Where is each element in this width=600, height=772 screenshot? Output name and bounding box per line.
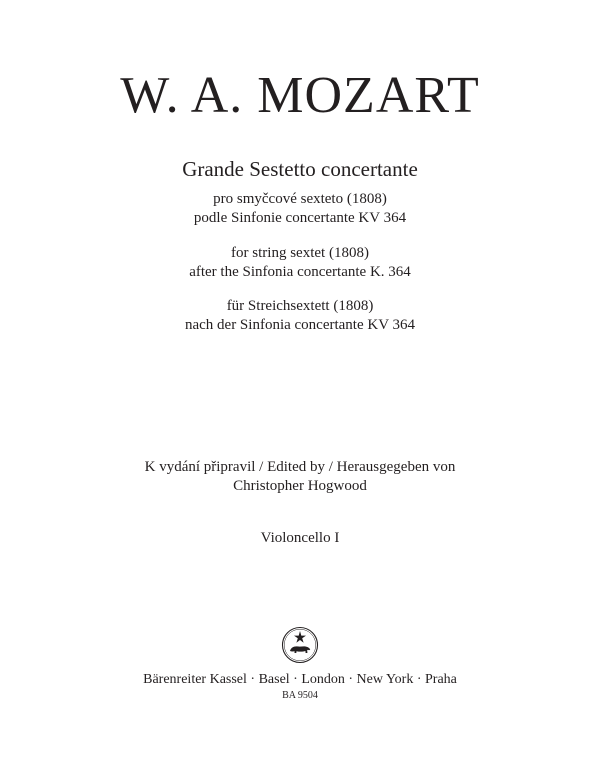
subtitle-german-line-1: für Streichsextett (1808) (226, 298, 374, 314)
publisher-cities: Bärenreiter Kassel · Basel · London · New York · Praha (143, 672, 457, 687)
subtitle-czech-line-1: pro smyčcové sexteto (1808) (213, 191, 387, 207)
subtitle-english-line-1: for string sextet (1808) (231, 245, 369, 261)
editor-label: K vydání připravil / Edited by / Herausgegeben von (144, 459, 456, 475)
instrument-part: Violoncello I (260, 530, 340, 546)
catalog-number: BA 9504 (282, 690, 318, 701)
editor-name: Christopher Hogwood (233, 478, 367, 494)
subtitle-czech-line-2: podle Sinfonie concertante KV 364 (193, 210, 407, 226)
baerenreiter-logo-icon (281, 626, 319, 664)
subtitle-german-line-2: nach der Sinfonia concertante KV 364 (184, 317, 416, 333)
subtitle-english-line-2: after the Sinfonia concertante K. 364 (189, 264, 411, 280)
composer-name: W. A. MOZART (120, 67, 480, 124)
work-title: Grande Sestetto concertante (182, 157, 418, 181)
